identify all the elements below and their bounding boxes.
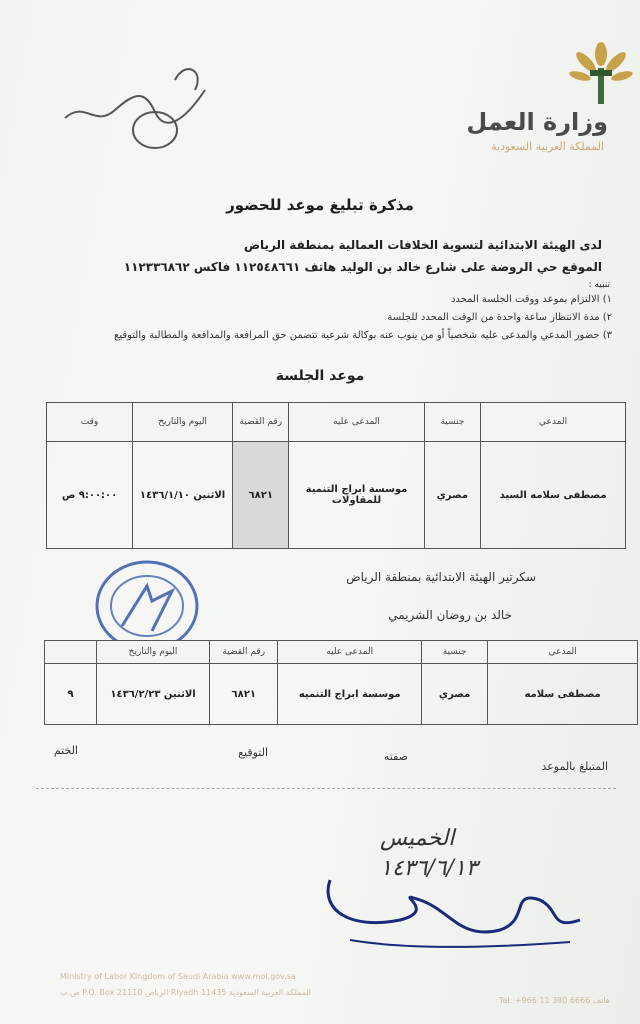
cell-defendant: موسسة ابراج التنميه	[278, 664, 422, 725]
col-date: اليوم والتاريخ	[133, 403, 233, 442]
note-item: ٣) حضور المدعي والمدعى عليه شخصياً أو من ينوب عنه بوكالة شرعية تتضمن حق المرافعة والمدافعة والمطالبة والتوقيع	[114, 330, 612, 341]
footer-text-en: Ministry of Labor Kingdom of Saudi Arabia www.mol.gov.sa	[60, 972, 296, 981]
signature-label: التوقيع	[238, 746, 268, 759]
table-row	[45, 664, 638, 725]
ministry-name: وزارة العمل	[466, 108, 608, 136]
cell-time: ٩	[45, 664, 97, 725]
receipt-table	[44, 640, 638, 725]
col-nationality: جنسية	[422, 641, 488, 664]
note-item: ٢) مدة الانتظار ساعة واحدة من الوقت المحدد للجلسة	[387, 312, 612, 323]
cell-case-number: ٦٨٢١	[210, 664, 278, 725]
address-line-1: لدى الهيئة الابتدائية لتسوية الخلافات العمالية بمنطقة الرياض	[243, 238, 602, 252]
secretary-name: خالد بن روضان الشريمي	[388, 608, 512, 622]
footer-phone: هاتف 6666 380 11 966+ :Tel	[498, 996, 610, 1005]
cell-time: ٩:٠٠:٠٠ ص	[47, 442, 133, 549]
capacity-label: صفته	[383, 750, 408, 763]
col-time: وقت	[47, 403, 133, 442]
address-line-2: الموقع حي الروضة على شارع خالد بن الوليد هاتف ١١٢٥٤٨٦٦١ فاكس ١١٢٣٣٦٨٦٢	[123, 260, 602, 274]
handwritten-signature	[310, 860, 590, 960]
cell-date: الاثنين ١٤٣٦/٢/٢٣	[97, 664, 210, 725]
col-defendant: المدعى عليه	[289, 403, 424, 442]
stamp-label: الختم	[53, 744, 78, 757]
col-date: اليوم والتاريخ	[97, 641, 210, 664]
cell-case-number: ٦٨٢١	[233, 442, 289, 549]
col-time	[45, 641, 97, 664]
footer-text-ar: المملكة العربية السعودية Riyadh 11435 الرياض P.O. Box 21110 ص.ب	[60, 988, 312, 997]
palm-logo-icon	[568, 42, 634, 108]
cell-plaintiff: مصطفى سلامه	[488, 664, 638, 725]
session-title: موعد الجلسة	[275, 368, 365, 384]
cell-date: الاثنين ١٤٣٦/١/١٠	[133, 442, 233, 549]
divider	[36, 788, 616, 789]
handwritten-date: ١٤٣٦/٦/١٣	[380, 856, 478, 881]
col-case-number: رقم القضية	[233, 403, 289, 442]
col-plaintiff: المدعي	[488, 641, 638, 664]
document-title: مذكرة تبليغ موعد للحضور	[226, 196, 414, 214]
notes-heading: تنبيه :	[588, 280, 610, 290]
col-defendant: المدعى عليه	[278, 641, 422, 664]
col-case-number: رقم القضية	[210, 641, 278, 664]
cell-nationality: مصري	[422, 664, 488, 725]
session-table	[46, 402, 626, 549]
cell-plaintiff: مصطفى سلامه السيد	[481, 442, 626, 549]
col-nationality: جنسية	[424, 403, 480, 442]
ministry-subtitle: المملكة العربية السعودية	[491, 140, 604, 153]
cell-nationality: مصري	[424, 442, 480, 549]
handwritten-note	[55, 50, 215, 160]
notified-label: المتبلغ بالموعد	[541, 760, 608, 773]
secretary-title: سكرتير الهيئة الابتدائية بمنطقة الرياض	[346, 570, 536, 584]
handwritten-day: الخميس	[380, 826, 455, 851]
cell-defendant: موسسة ابراج التنمية للمقاولات	[289, 442, 424, 549]
table-row	[47, 442, 626, 549]
col-plaintiff: المدعي	[481, 403, 626, 442]
note-item: ١) الالتزام بموعد ووقت الجلسة المحدد	[450, 294, 612, 305]
